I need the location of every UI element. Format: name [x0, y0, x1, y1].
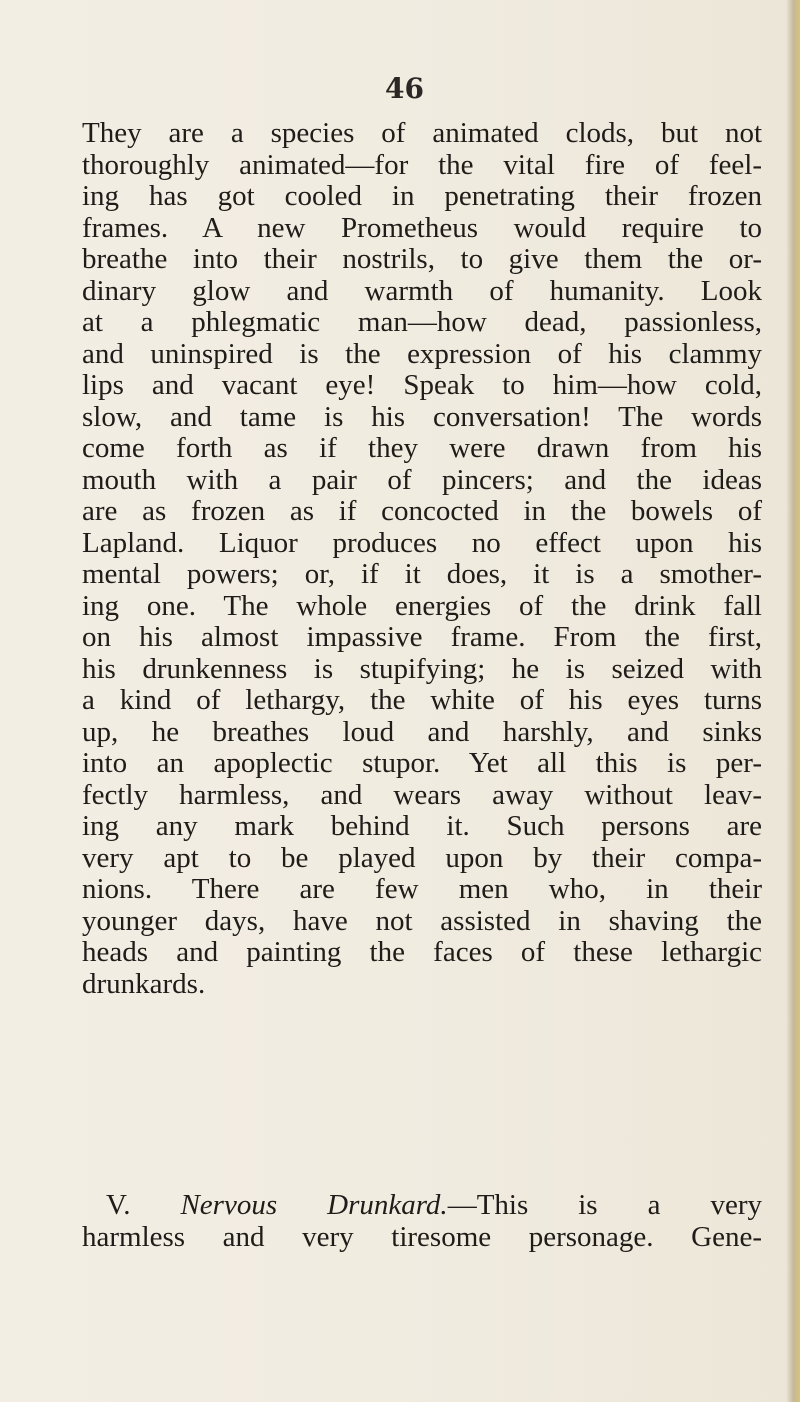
- text-line: on his almost impassive frame. From the first,: [82, 621, 762, 653]
- section-first-line: [82, 1190, 762, 1222]
- text-line: a kind of lethargy, the white of his eyes turns: [82, 684, 762, 716]
- section-title: Nervous Drunkard.: [180, 1189, 448, 1221]
- text-line: frames. A new Prometheus would require to: [82, 211, 762, 244]
- text-line: fectly harmless, and wears away without leav-: [82, 778, 762, 811]
- text-line: drunkards.: [82, 967, 206, 1000]
- section-nervous-drunkard: [82, 1190, 762, 1253]
- text-line: thoroughly animated—for the vital fire of feel-: [82, 148, 762, 181]
- text-line: nions. There are few men who, in their: [82, 873, 762, 905]
- text-line: dinary glow and warmth of humanity. Look: [82, 274, 762, 307]
- text-line: his drunkenness is stupifying; he is seized with: [82, 652, 762, 685]
- text-line: mouth with a pair of pincers; and the ideas: [82, 463, 762, 496]
- text-line: very apt to be played upon by their compa-: [82, 841, 762, 874]
- text-line: ing one. The whole energies of the drink fall: [82, 589, 762, 622]
- page-edge-shadow: [786, 0, 800, 1402]
- text-line: into an apoplectic stupor. Yet all this is per-: [82, 747, 762, 779]
- text-line: younger days, have not assisted in shaving the: [82, 904, 762, 937]
- text-line: are as frozen as if concocted in the bowels of: [82, 495, 762, 527]
- section-numeral: V.: [106, 1189, 131, 1221]
- text-line: heads and painting the faces of these lethargic: [82, 936, 762, 968]
- text-line: slow, and tame is his conversation! The words: [82, 400, 762, 433]
- text-line: ing any mark behind it. Such persons are: [82, 810, 762, 842]
- text-line: up, he breathes loud and harshly, and sinks: [82, 715, 762, 748]
- body-paragraph: [82, 118, 762, 1000]
- text-line: They are a species of animated clods, but not: [82, 117, 762, 149]
- text-line: ing has got cooled in penetrating their frozen: [82, 180, 762, 212]
- text-line: lips and vacant eye! Speak to him—how cold,: [82, 369, 762, 401]
- text-line: harmless and very tiresome personage. Gene-: [82, 1220, 762, 1253]
- text-line: come forth as if they were drawn from his: [82, 432, 762, 464]
- page-number: 46: [385, 72, 424, 105]
- text-line: and uninspired is the expression of his clammy: [82, 337, 762, 370]
- text-line: Lapland. Liquor produces no effect upon his: [82, 526, 762, 559]
- text-line: breathe into their nostrils, to give them the or-: [82, 243, 762, 275]
- section-text: —This is a very: [447, 1189, 762, 1221]
- text-line: mental powers; or, if it does, it is a smother-: [82, 558, 762, 590]
- text-line: at a phlegmatic man—how dead, passionless,: [82, 306, 762, 338]
